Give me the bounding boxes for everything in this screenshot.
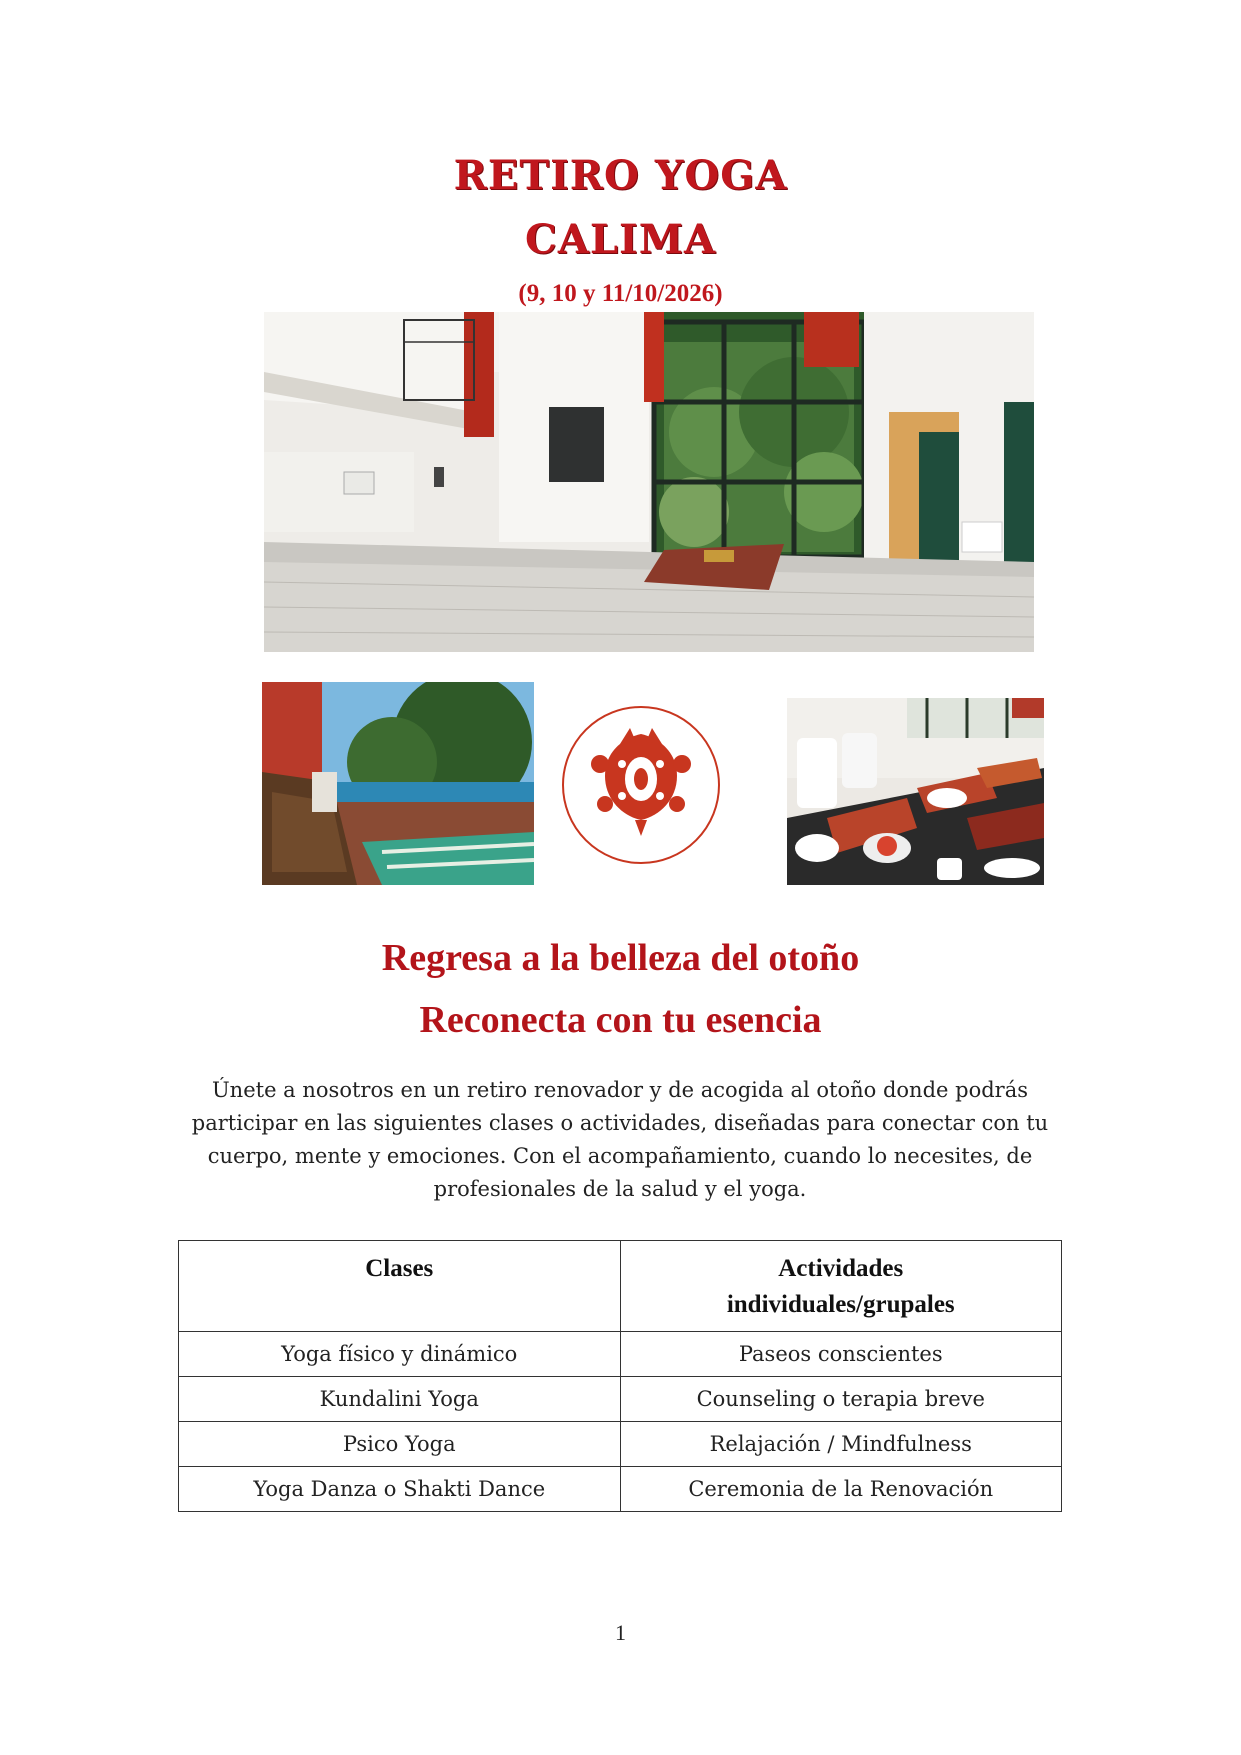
headline-line-1: Regresa a la belleza del otoño	[381, 937, 860, 979]
header-actividades-line1: Actividades	[778, 1255, 904, 1282]
calima-logo	[560, 704, 722, 866]
header-actividades-line2: individuales/grupales	[726, 1291, 955, 1318]
table-header-row	[179, 1241, 1062, 1332]
header-actividades	[620, 1241, 1062, 1332]
actividad-cell: Relajación / Mindfulness	[620, 1422, 1062, 1467]
headline-line-2: Reconecta con tu esencia	[419, 999, 822, 1041]
pool-terrace-image	[262, 682, 534, 885]
yoga-hall-panorama-image	[264, 312, 1034, 652]
clase-cell: Kundalini Yoga	[179, 1377, 621, 1422]
table-row	[179, 1332, 1062, 1377]
actividad-cell: Ceremonia de la Renovación	[620, 1467, 1062, 1512]
clase-cell: Yoga físico y dinámico	[179, 1332, 621, 1377]
table-row	[179, 1377, 1062, 1422]
clase-cell: Yoga Danza o Shakti Dance	[179, 1467, 621, 1512]
activities-table	[178, 1240, 1062, 1512]
table-row	[179, 1422, 1062, 1467]
retreat-title: RETIRO YOGA	[453, 152, 788, 199]
page-number: 1	[615, 1620, 626, 1645]
actividad-cell: Paseos conscientes	[620, 1332, 1062, 1377]
breakfast-table-image	[787, 698, 1044, 885]
table-row	[179, 1467, 1062, 1512]
retreat-dates: (9, 10 y 11/10/2026)	[518, 280, 723, 307]
clase-cell: Psico Yoga	[179, 1422, 621, 1467]
header-clases: Clases	[179, 1241, 621, 1332]
actividad-cell: Counseling o terapia breve	[620, 1377, 1062, 1422]
retreat-name: CALIMA	[524, 216, 717, 263]
intro-paragraph: Únete a nosotros en un retiro renovador y de acogida al otoño donde podrás participar en las siguientes clases o actividades, diseñadas para conectar con tu cuerpo, mente y emociones. Con el acompañamiento, cuando lo necesites, de profesionales de la salud y el yoga.	[191, 1078, 1049, 1201]
